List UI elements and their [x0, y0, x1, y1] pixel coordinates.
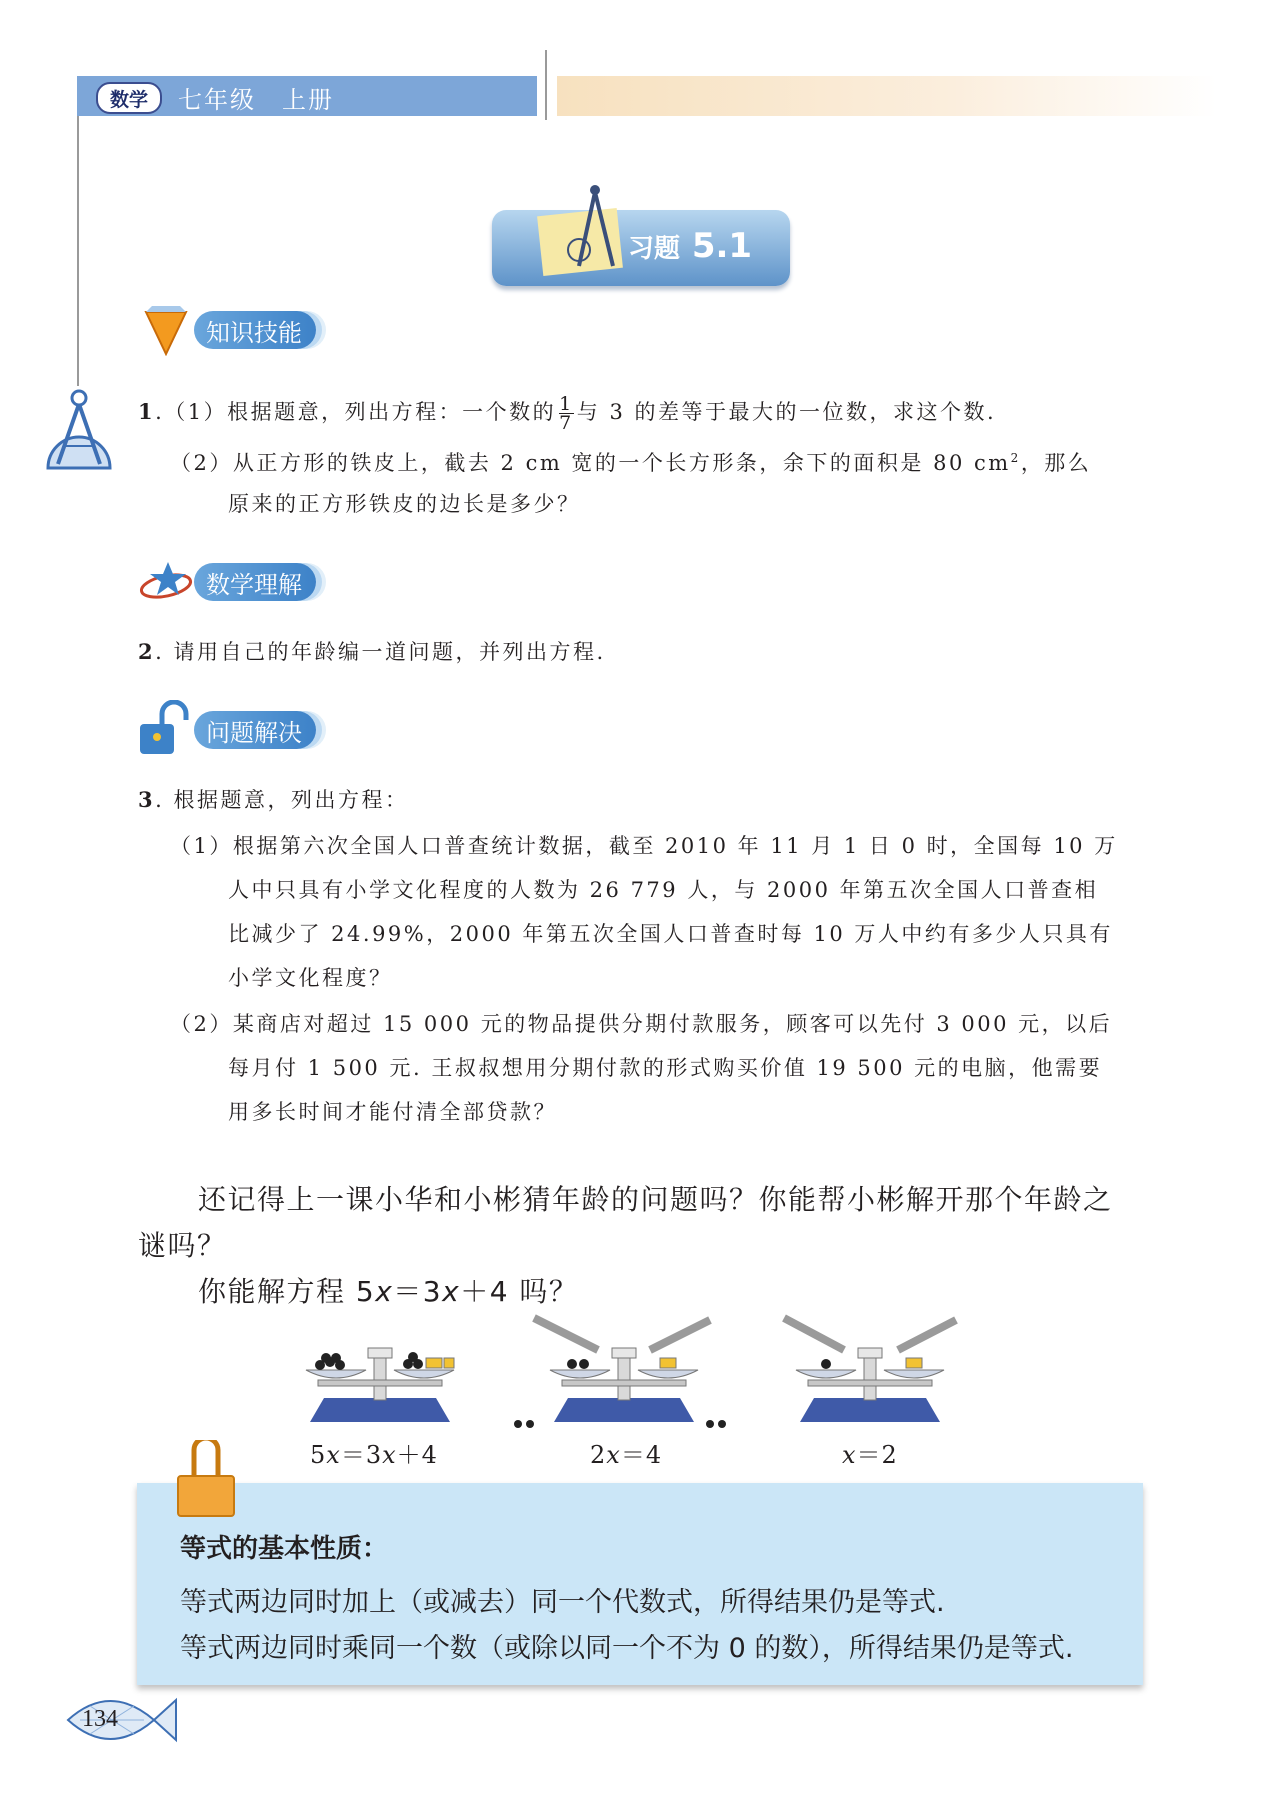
- balance-scale-1: [300, 1340, 460, 1440]
- margin-line: [77, 116, 79, 386]
- intro-line-1: 还记得上一课小华和小彬猜年龄的问题吗？你能帮小彬解开那个年龄之: [198, 1183, 1113, 1216]
- orbit-star-icon: [138, 558, 194, 604]
- pencil-tip-icon: [142, 304, 190, 356]
- compass-icon: [565, 182, 625, 274]
- balance-scale-3: [780, 1310, 960, 1440]
- book-title: 七年级 上册: [178, 86, 334, 114]
- subject-badge: 数学: [96, 82, 162, 114]
- question-3-part-1-line-3: 比减少了 24.99%，2000 年第五次全国人口普查时每 10 万人中约有多少人只具有: [228, 922, 1113, 946]
- unlocked-padlock-icon: [138, 700, 190, 756]
- question-3-part-2-line-1: （2）某商店对超过 15 000 元的物品提供分期付款服务，顾客可以先付 3 000 元，以后: [170, 1012, 1113, 1036]
- page-number: 134: [82, 1706, 118, 1732]
- property-line-2: 等式两边同时乘同一个数（或除以同一个不为 0 的数），所得结果仍是等式.: [180, 1633, 1074, 1664]
- header-divider: [545, 50, 547, 120]
- category-knowledge-skills: 知识技能: [194, 311, 316, 349]
- fish-page-icon: [60, 1684, 178, 1756]
- question-3-part-1-line-4: 小学文化程度？: [228, 966, 393, 990]
- question-1-part-2-line-2: 原来的正方形铁皮的边长是多少？: [228, 492, 581, 516]
- balance-3-equation: x＝2: [842, 1441, 898, 1469]
- category-math-understanding: 数学理解: [194, 563, 316, 601]
- balance-2-equation: 2x＝4: [590, 1441, 663, 1469]
- question-3-intro: 3. 根据题意，列出方程：: [138, 787, 409, 812]
- question-1-part-2-line-1: （2）从正方形的铁皮上，截去 2 cm 宽的一个长方形条，余下的面积是 80 $cm^2$，那么: [170, 451, 1092, 475]
- fraction-one-seventh: $\frac{1}{7}$: [559, 393, 574, 434]
- question-2: 2. 请用自己的年龄编一道问题，并列出方程.: [138, 639, 606, 664]
- question-1-part-1: 1.（1）根据题意，列出方程：一个数的 $\frac{1}{7}$ 与 3 的差等于最大的一位数，求这个数.: [138, 393, 997, 434]
- question-3-part-1-line-2: 人中只具有小学文化程度的人数为 26 779 人，与 2000 年第五次全国人口普查相: [228, 878, 1099, 902]
- header-gradient-band: [557, 76, 1217, 116]
- category-problem-solving: 问题解决: [194, 711, 316, 749]
- property-heading: 等式的基本性质：: [180, 1534, 389, 1564]
- property-line-1: 等式两边同时加上（或减去）同一个代数式，所得结果仍是等式.: [180, 1587, 945, 1618]
- binder-clip-icon: [176, 1440, 236, 1518]
- balance-1-equation: 5x＝3x＋4: [310, 1441, 438, 1469]
- question-3-part-2-line-3: 用多长时间才能付清全部贷款？: [228, 1100, 557, 1124]
- question-3-part-2-line-2: 每月付 1 500 元. 王叔叔想用分期付款的形式购买价值 19 500 元的电脑，他需要: [228, 1056, 1103, 1080]
- balance-scale-2: [510, 1310, 730, 1440]
- exercise-title: 习题 5.1: [628, 226, 753, 266]
- intro-line-2: 谜吗？: [138, 1229, 227, 1262]
- question-3-part-1-line-1: （1）根据第六次全国人口普查统计数据，截至 2010 年 11 月 1 日 0 时，全国每 10 万: [170, 834, 1118, 858]
- compass-protractor-icon: [44, 388, 114, 472]
- intro-line-3: 你能解方程 5x＝3x＋4 吗？: [198, 1275, 579, 1308]
